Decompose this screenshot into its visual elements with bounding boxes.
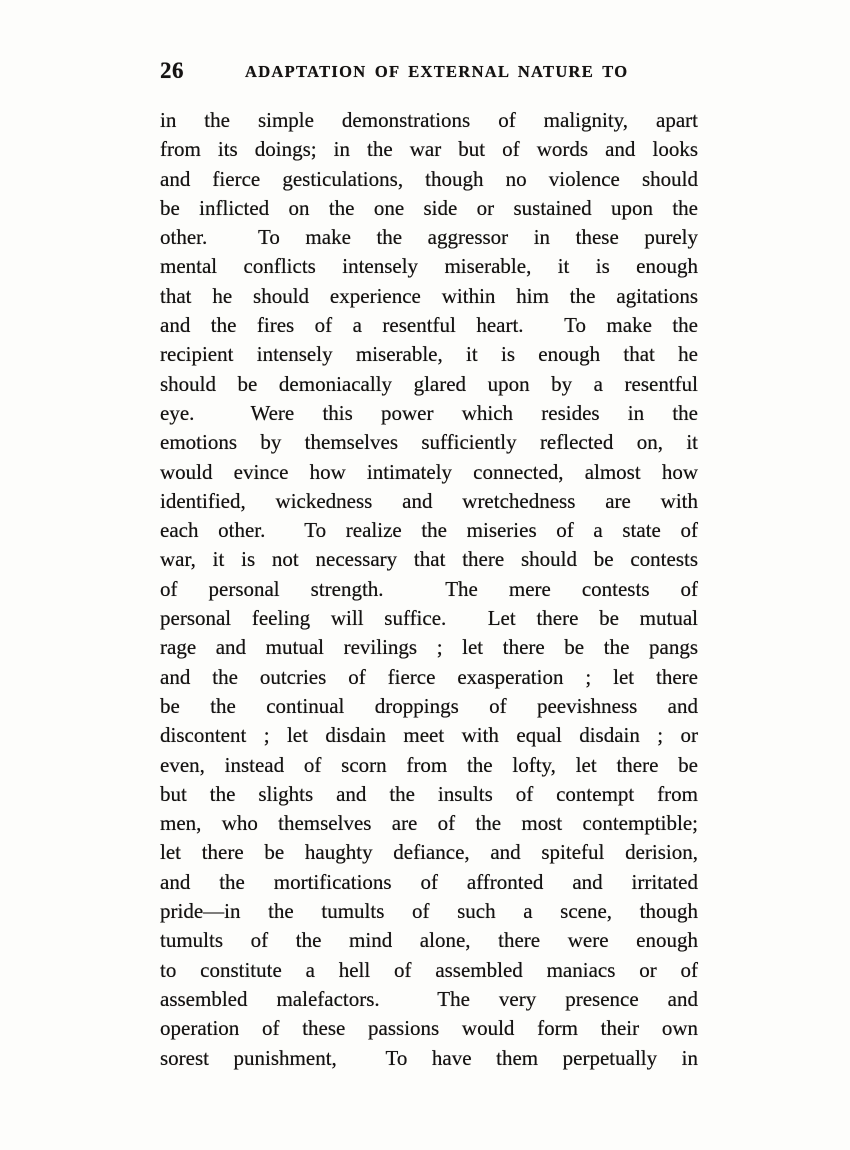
page-number: 26 [160, 58, 184, 83]
text-line: be inflicted on the one side or sustained upon the [160, 195, 698, 220]
text-line: would evince how intimately connected, almost how [160, 459, 698, 484]
text-line: sorest punishment, To have them perpetually in [160, 1045, 698, 1070]
text-line: each other. To realize the miseries of a state of [160, 518, 698, 543]
text-line: operation of these passions would form their own [160, 1016, 698, 1041]
text-line: personal feeling will suffice. Let there be mutual [160, 606, 698, 631]
text-line: pride—in the tumults of such a scene, though [160, 899, 698, 924]
text-line: eye. Were this power which resides in the [160, 400, 698, 425]
text-line: and the outcries of fierce exasperation ; let there [160, 664, 698, 689]
text-line: war, it is not necessary that there should be contests [160, 547, 698, 572]
text-line: that he should experience within him the agitations [160, 283, 698, 308]
text-line: and fierce gesticulations, though no violence should [160, 166, 698, 191]
text-line: other. To make the aggressor in these purely [160, 225, 698, 250]
text-line: men, who themselves are of the most contemptible; [160, 811, 698, 836]
text-line: should be demoniacally glared upon by a resentful [160, 371, 698, 396]
text-line: even, instead of scorn from the lofty, let there be [160, 752, 698, 777]
text-line: to constitute a hell of assembled maniacs or of [160, 957, 698, 982]
text-line: from its doings; in the war but of words and looks [160, 137, 698, 162]
page-body [160, 106, 698, 1073]
running-header: ADAPTATION OF EXTERNAL NATURE TO [244, 62, 629, 81]
text-line: be the continual droppings of peevishness and [160, 693, 698, 718]
text-line: assembled malefactors. The very presence and [160, 986, 698, 1011]
text-line: mental conflicts intensely miserable, it is enough [160, 254, 698, 279]
text-line: but the slights and the insults of contempt from [160, 781, 698, 806]
text-line: let there be haughty defiance, and spiteful derision, [160, 840, 698, 865]
text-line: recipient intensely miserable, it is enough that he [160, 342, 698, 367]
page-header [160, 58, 698, 84]
text-line: of personal strength. The mere contests of [160, 576, 698, 601]
text-line: tumults of the mind alone, there were enough [160, 928, 698, 953]
text-line: and the mortifications of affronted and irritated [160, 869, 698, 894]
text-line: identified, wickedness and wretchedness are with [160, 488, 698, 513]
text-line: and the fires of a resentful heart. To make the [160, 313, 698, 338]
text-line: rage and mutual revilings ; let there be the pangs [160, 635, 698, 660]
text-line: in the simple demonstrations of malignity, apart [160, 108, 698, 132]
text-line: emotions by themselves sufficiently reflected on, it [160, 430, 698, 455]
text-line: discontent ; let disdain meet with equal disdain ; or [160, 723, 698, 748]
